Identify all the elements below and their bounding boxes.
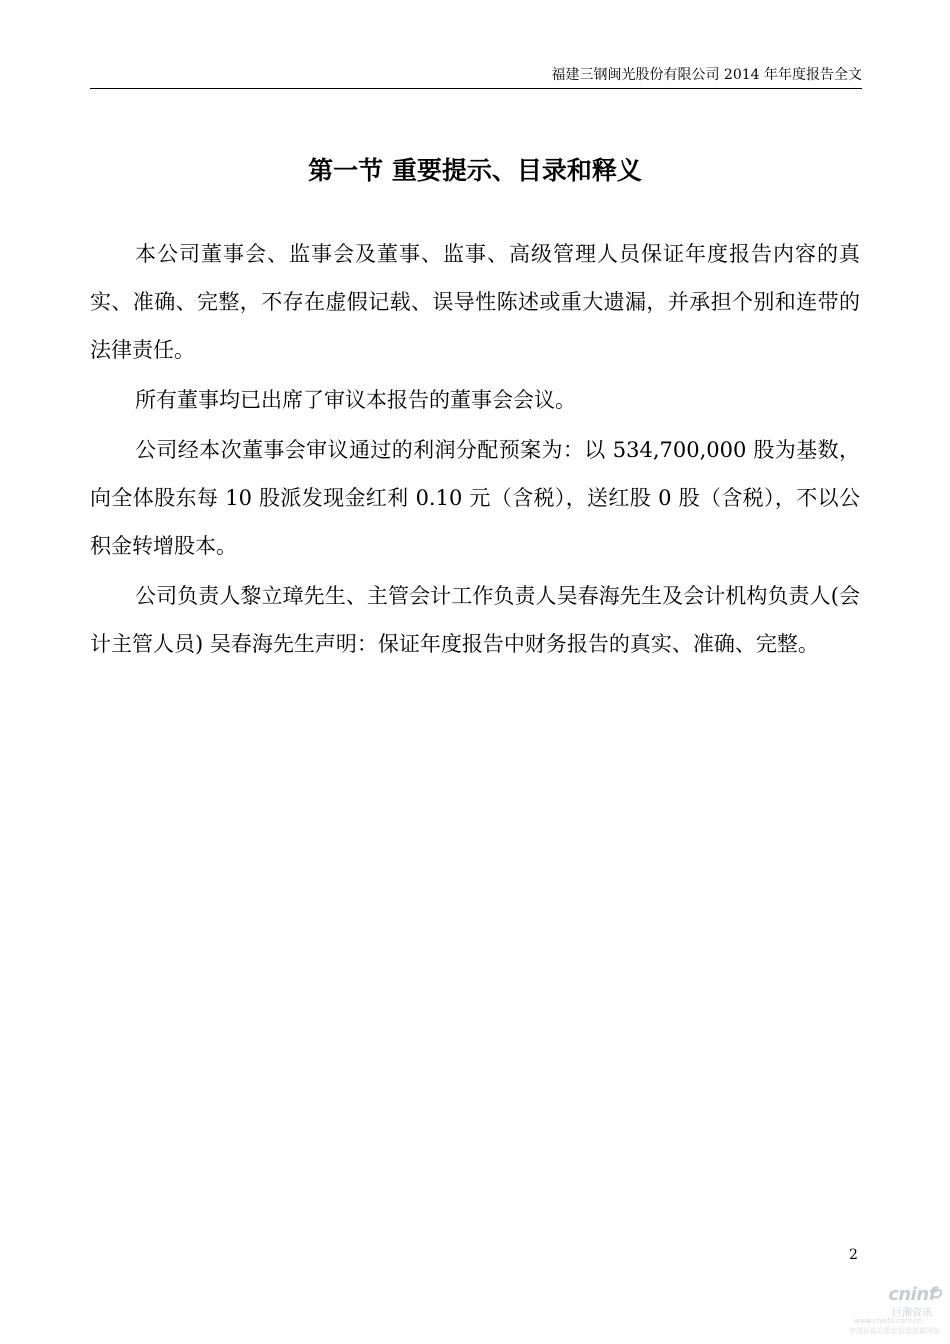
page-number: 2 bbox=[849, 1247, 858, 1263]
cninfo-watermark bbox=[838, 1284, 942, 1340]
section-title: 第一节 重要提示、目录和释义 bbox=[308, 156, 642, 185]
paragraph-responsibility-statement: 本公司董事会、监事会及董事、监事、高级管理人员保证年度报告内容的真实、准确、完整，不存在虚假记载、误导性陈述或重大遗漏，并承担个别和连带的法律责任。 bbox=[90, 242, 860, 362]
paragraph-profit-distribution: 公司经本次董事会审议通过的利润分配预案为：以 534,700,000 股为基数，向全体股东每 10 股派发现金红利 0.10 元（含税），送红股 0 股（含税），不以公积金转增股本。 bbox=[90, 438, 860, 558]
important-notice-body bbox=[90, 230, 860, 670]
running-header bbox=[90, 58, 862, 89]
watermark-url: www.cninfo.com.cn bbox=[854, 1317, 922, 1325]
paragraph-financial-declaration: 公司负责人黎立璋先生、主管会计工作负责人吴春海先生及会计机构负责人(会计主管人员) 吴春海先生声明：保证年度报告中财务报告的真实、准确、完整。 bbox=[90, 584, 860, 656]
swirl-logo-icon bbox=[930, 1286, 944, 1300]
watermark-tagline: 中国证监会指定信息披露网站 bbox=[849, 1327, 940, 1335]
header-title: 福建三钢闽光股份有限公司 2014 年年度报告全文 bbox=[551, 67, 862, 83]
watermark-logo-text: cninf bbox=[888, 1284, 936, 1305]
paragraph-directors-attendance: 所有董事均已出席了审议本报告的董事会会议。 bbox=[135, 388, 576, 412]
watermark-subtitle: 巨潮资讯 bbox=[892, 1308, 932, 1319]
